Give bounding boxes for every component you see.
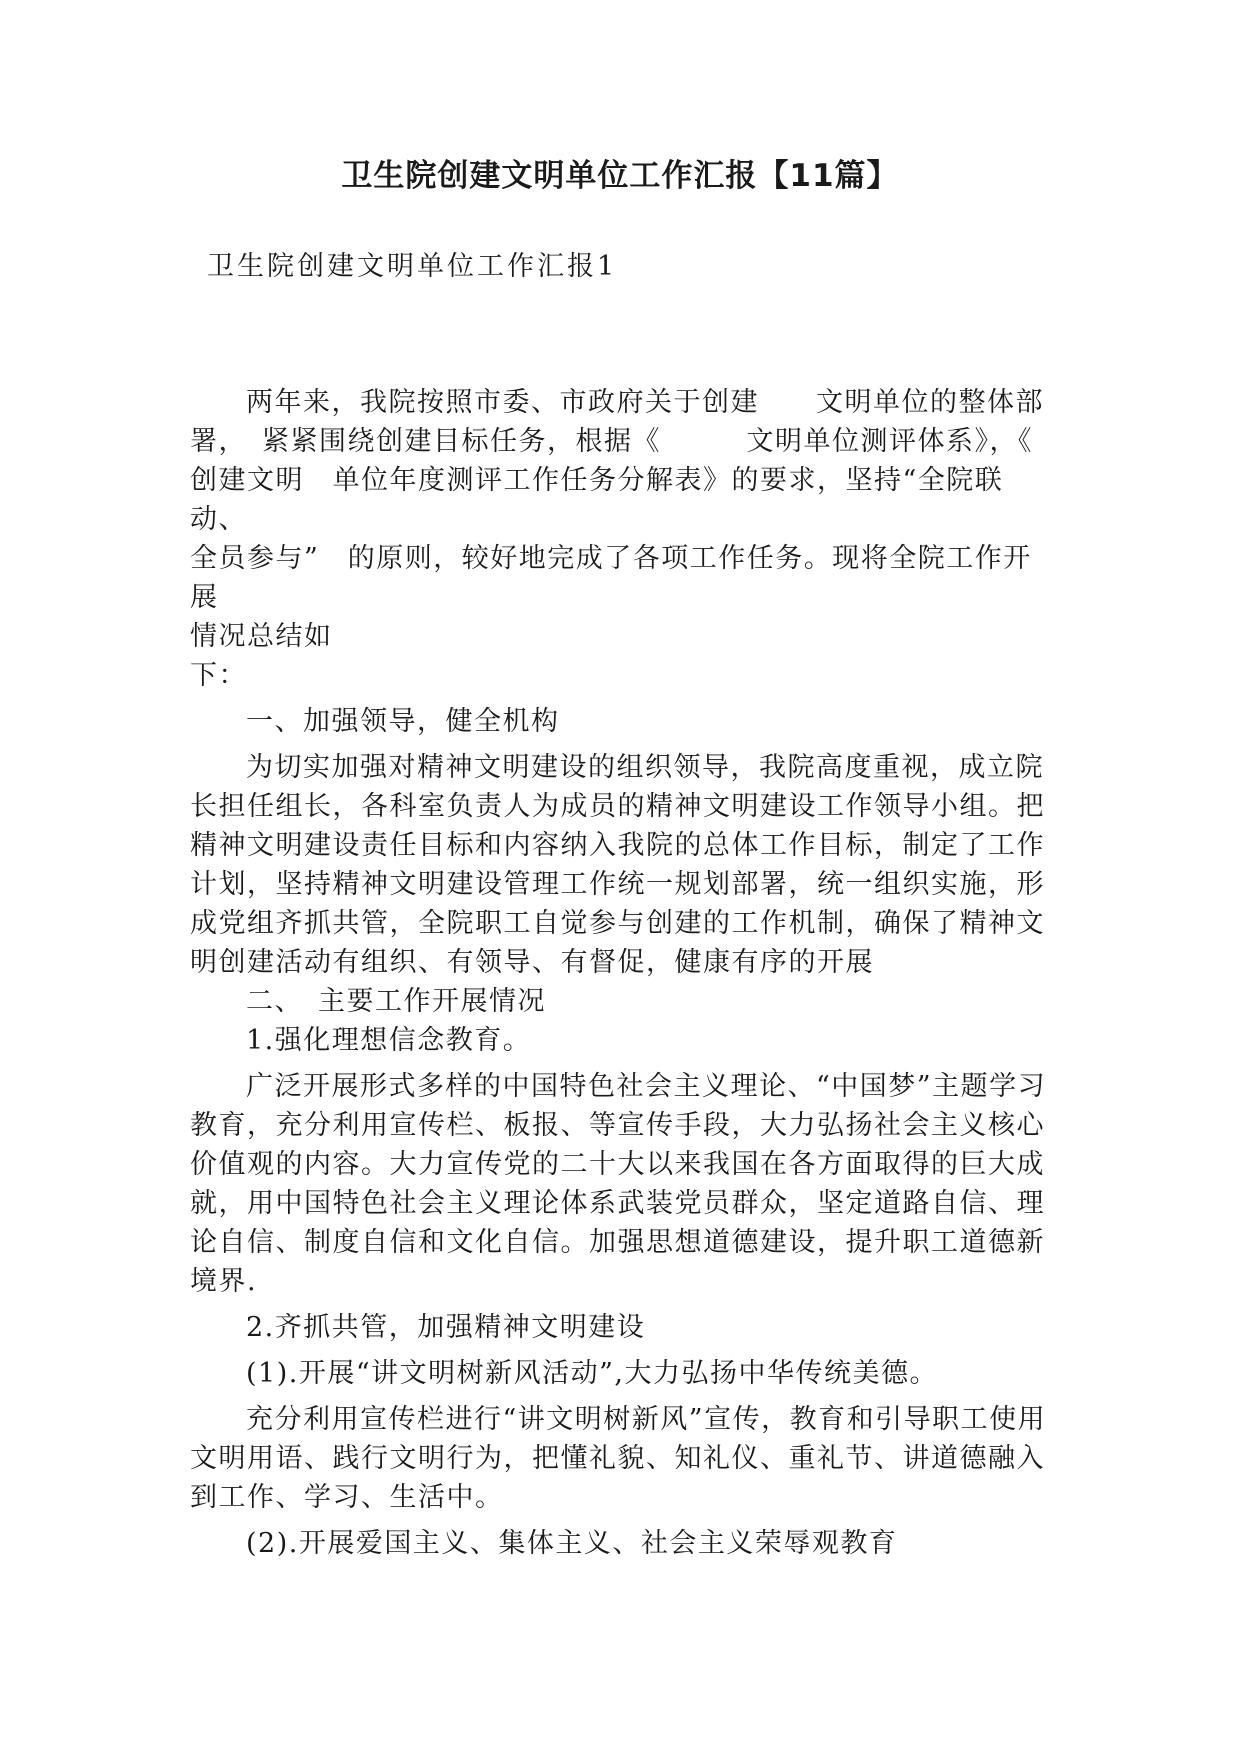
section-1-body: 为切实加强对精神文明建设的组织领导，我院高度重视，成立院长担任组长，各科室负责人为成员的精神文明建设工作领导小组。把精神文明建设责任目标和内容纳入我院的总体工作目标，制定了工作计划，坚持精神文明建设管理工作统一规划部署，统一组织实施，形成党组齐抓共管，全院职工自觉参与创建的工作机制，确保了精神文明创建活动有组织、有领导、有督促，健康有序的开展 <box>190 752 1045 978</box>
item-1-body: 广泛开展形式多样的中国特色社会主义理论、“中国梦”主题学习教育，充分利用宣传栏、板报、等宣传手段，大力弘扬社会主义核心价值观的内容。大力宣传党的二十大以来我国在各方面取得的巨大成就，用中国特色社会主义理论体系武装党员群众，坚定道路自信、理论自信、制度自信和文化自信。加强思想道德建设，提升职工道德新境界. <box>190 1071 1047 1297</box>
intro-line-3: 创建文明 单位年度测评工作任务分解表》的要求，坚持“全院联动、 <box>190 465 1004 535</box>
intro-line-2: 署， 紧紧围绕创建目标任务，根据《 文明单位测评体系》，《 <box>190 426 1033 457</box>
item-1-heading: 1.强化理想信念教育。 <box>246 1025 532 1056</box>
intro-line-4: 全员参与” 的原则，较好地完成了各项工作任务。现将全院工作开展 <box>190 543 1032 613</box>
intro-line-6: 下： <box>190 660 247 691</box>
intro-line-5: 情况总结如 <box>190 621 333 652</box>
document-title: 卫生院创建文明单位工作汇报【11篇】 <box>341 158 899 194</box>
section-1-heading: 一、加强领导，健全机构 <box>246 706 560 737</box>
item-2-sub-2: (2).开展爱国主义、集体主义、社会主义荣辱观教育 <box>246 1528 898 1559</box>
intro-line-1: 两年来，我院按照市委、市政府关于创建 文明单位的整体部 <box>246 387 1044 418</box>
item-2-sub-1: (1).开展“讲文明树新风活动”,大力弘扬中华传统美德。 <box>246 1358 939 1389</box>
item-2-heading: 2.齐抓共管，加强精神文明建设 <box>246 1312 646 1343</box>
section-2-heading: 二、 主要工作开展情况 <box>246 986 546 1017</box>
document-subtitle: 卫生院创建文明单位工作汇报1 <box>207 251 618 282</box>
document-body <box>190 383 1050 1563</box>
item-2-sub-1-body: 充分利用宣传栏进行“讲文明树新风”宣传，教育和引导职工使用文明用语、践行文明行为，把懂礼貌、知礼仪、重礼节、讲道德融入到工作、学习、生活中。 <box>190 1404 1047 1513</box>
